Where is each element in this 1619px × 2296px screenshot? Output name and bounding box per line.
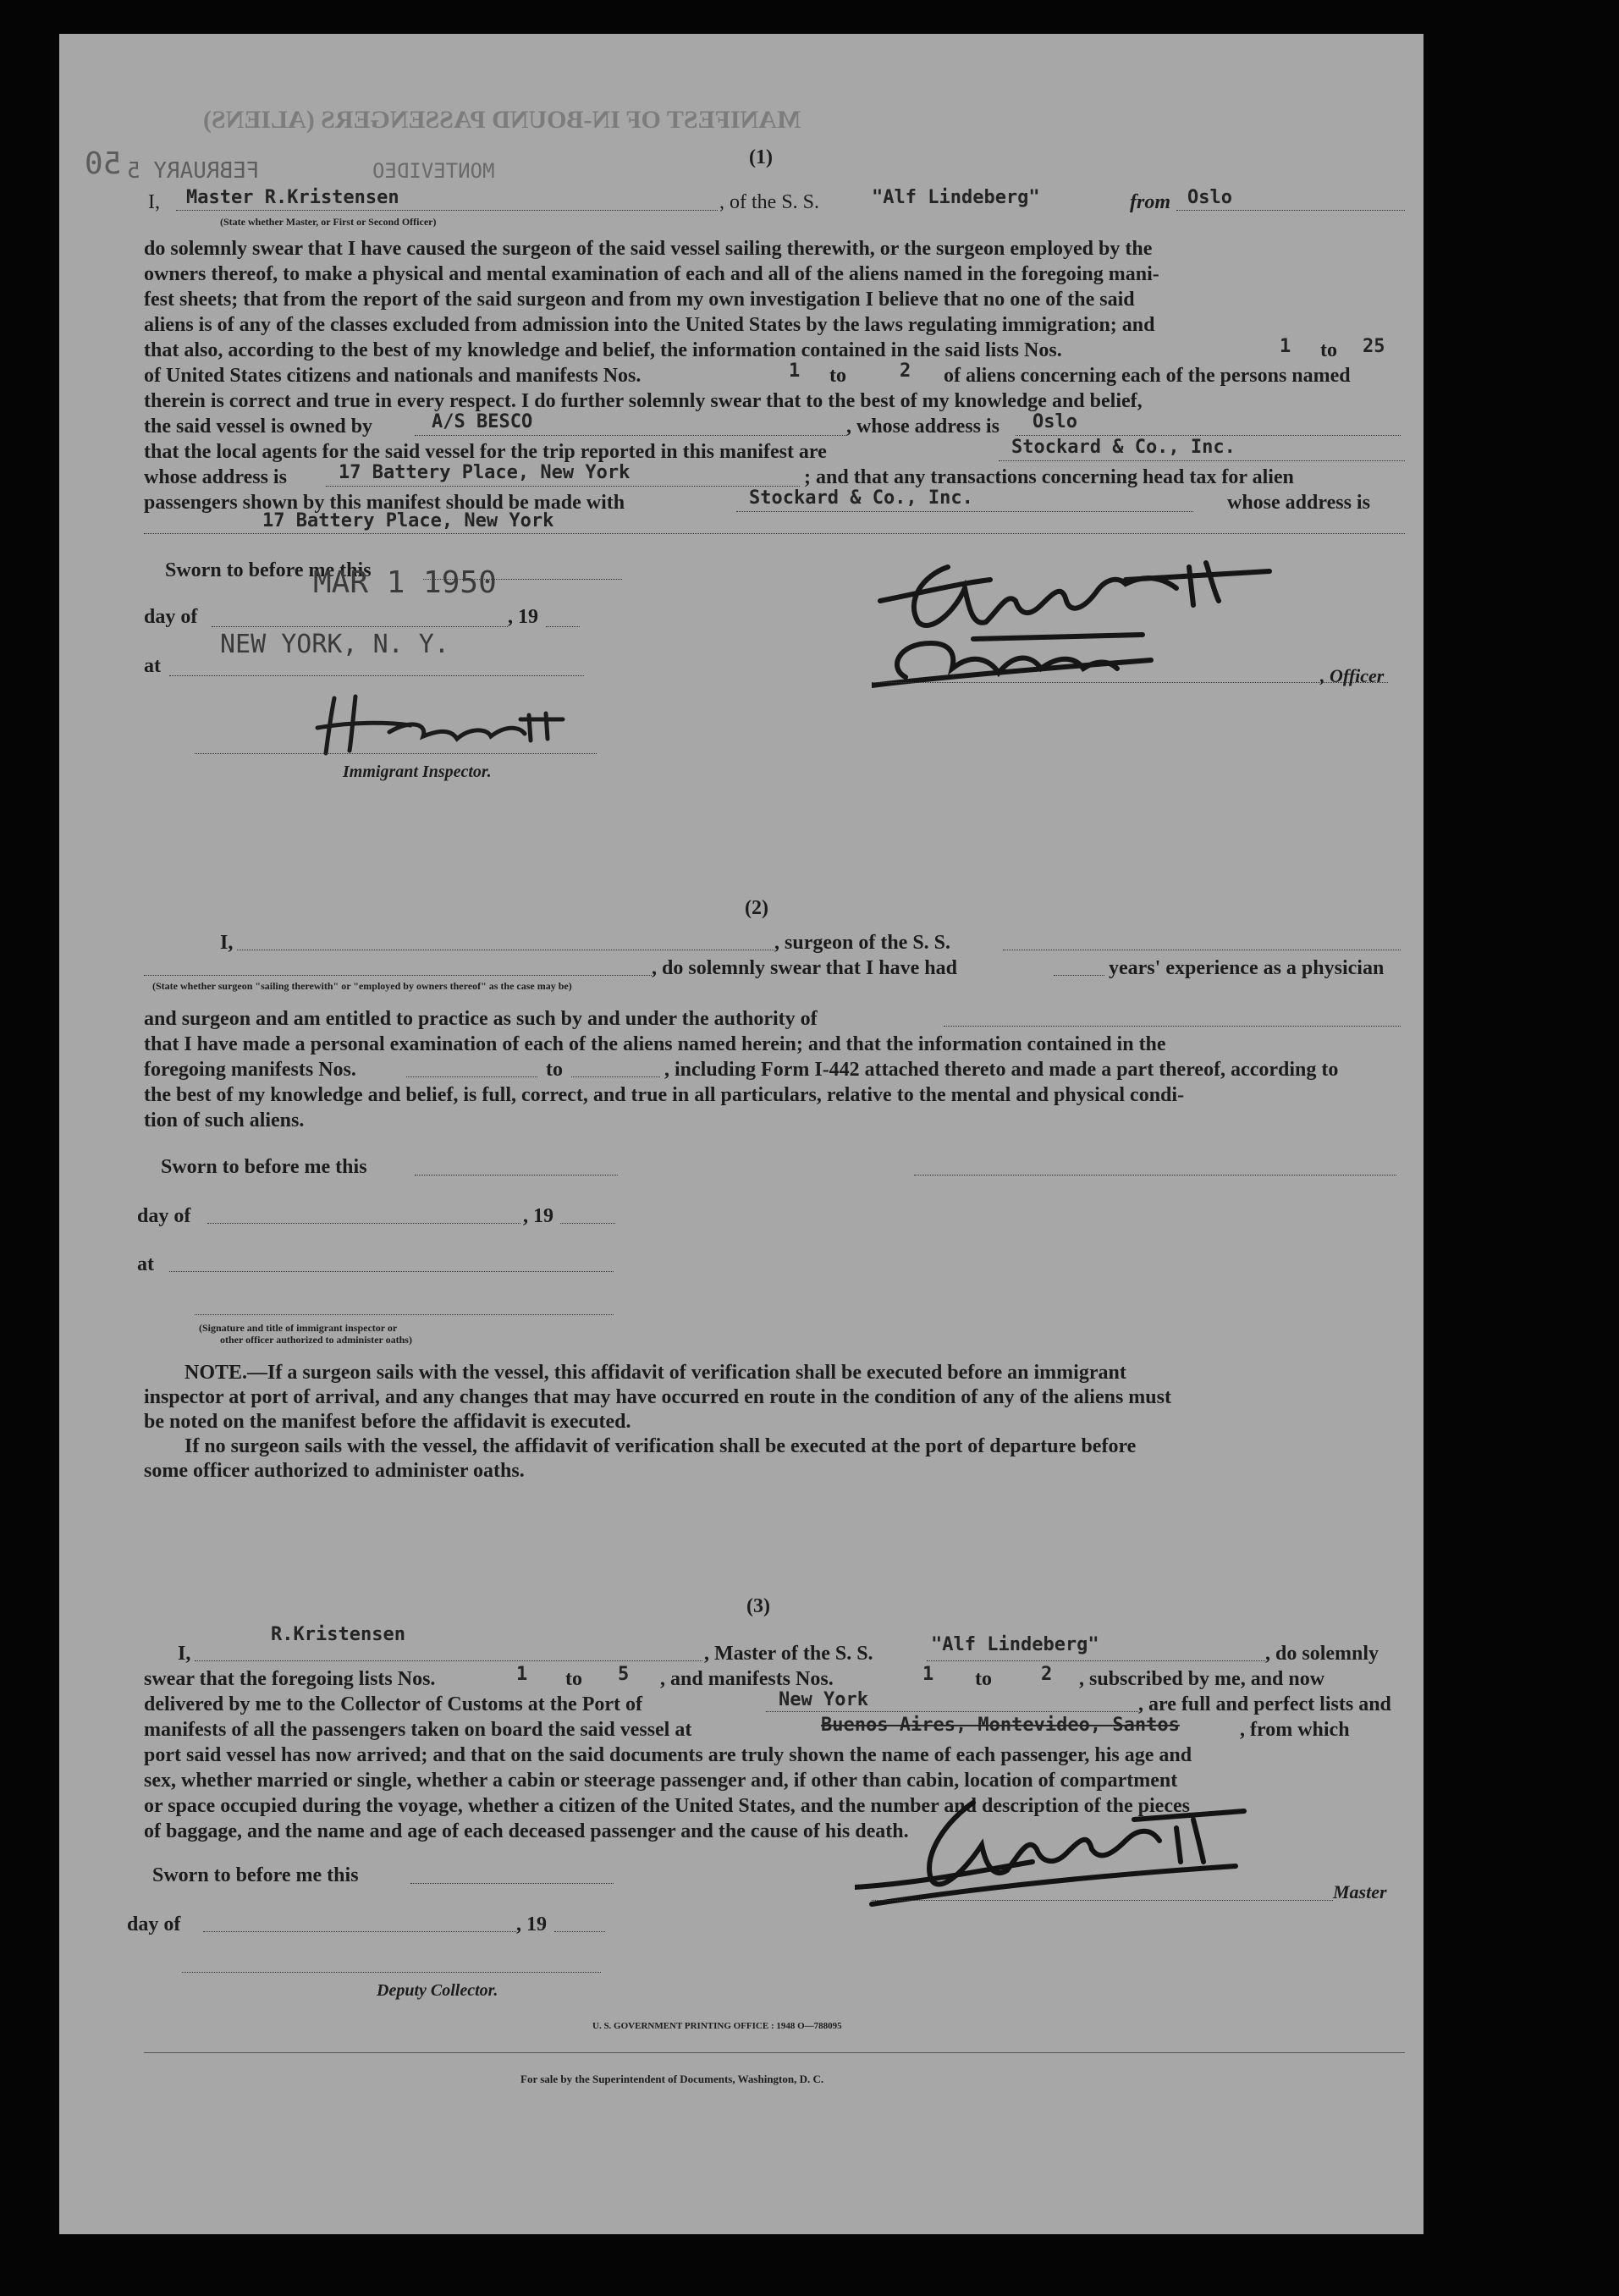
binder-hole bbox=[1461, 336, 1500, 383]
s1-line-6c: of aliens concerning each of the persons named bbox=[944, 365, 1351, 387]
s1-manifests-to: 2 bbox=[900, 361, 911, 382]
s1-line-8b: , whose address is bbox=[846, 416, 999, 438]
s3-to-1: to bbox=[565, 1668, 582, 1690]
s1-agents-address-rule bbox=[326, 486, 800, 487]
s1-at-rule bbox=[169, 675, 584, 676]
binder-hole bbox=[1461, 1756, 1500, 1803]
binder-hole bbox=[1461, 2112, 1500, 2159]
s1-of-ss: , of the S. S. bbox=[719, 191, 820, 213]
s2-officer-rule bbox=[195, 1314, 614, 1315]
s3-lists-from: 1 bbox=[516, 1664, 528, 1685]
s3-year-rule bbox=[554, 1931, 605, 1932]
s1-day-rule bbox=[212, 626, 508, 627]
section-2-number: (2) bbox=[745, 897, 768, 919]
s3-line-3b: , are full and perfect lists and bbox=[1138, 1693, 1391, 1715]
s3-line-6: sex, whether married or single, whether a cabin or steerage passenger and, if other than cabin, location of compartment bbox=[144, 1770, 1178, 1792]
s3-master-name: R.Kristensen bbox=[271, 1624, 405, 1645]
s3-master-sig-rule bbox=[872, 1900, 1333, 1901]
s2-sig-note-1: (Signature and title of immigrant inspector or bbox=[199, 1322, 398, 1334]
s1-line-11: passengers shown by this manifest should be made with bbox=[144, 492, 625, 514]
s2-note-p2: inspector at port of arrival, and any changes that may have occurred en route in the condition of any of the aliens must bbox=[144, 1386, 1171, 1408]
s2-note-p1: NOTE.—If a surgeon sails with the vessel, this affidavit of verification shall be executed before an immigrant bbox=[184, 1362, 1126, 1384]
s1-vessel: "Alf Lindeberg" bbox=[872, 187, 1040, 208]
s1-line-8a: the said vessel is owned by bbox=[144, 416, 373, 438]
binder-hole bbox=[1461, 753, 1500, 801]
s2-line-5b: to bbox=[546, 1059, 563, 1081]
binder-hole bbox=[1461, 1134, 1500, 1181]
s1-inspector-label: Immigrant Inspector. bbox=[343, 763, 492, 781]
binder-hole bbox=[1461, 614, 1500, 661]
s3-line-8: of baggage, and the name and age of each deceased passenger and the cause of his death. bbox=[144, 1820, 909, 1842]
s1-line-6a: of United States citizens and nationals and manifests Nos. bbox=[144, 365, 642, 387]
s1-day-of: day of bbox=[144, 606, 198, 628]
s2-sworn: Sworn to before me this bbox=[161, 1156, 367, 1178]
s1-year-rule bbox=[546, 626, 580, 627]
s2-line-6: the best of my knowledge and belief, is full, correct, and true in all particulars, relative to the mental and physical condi- bbox=[144, 1084, 1185, 1106]
s2-sworn-rule bbox=[415, 1175, 618, 1176]
s2-capacity-rule bbox=[144, 975, 652, 976]
s3-line-4: manifests of all the passengers taken on board the said vessel at bbox=[144, 1719, 692, 1741]
s1-officer-rule bbox=[872, 682, 1388, 683]
faded-ref-number: 50 bbox=[85, 146, 122, 181]
s1-stamp-place: NEW YORK, N. Y. bbox=[220, 630, 449, 659]
s1-line-4: aliens is of any of the classes excluded from admission into the United States by the laws regulating immigration; and bbox=[144, 314, 1155, 336]
s1-from-port: Oslo bbox=[1187, 187, 1232, 208]
s3-ports-boarded: Buenos Aires, Montevideo, Santos bbox=[821, 1715, 1180, 1736]
s3-do-solemnly: , do solemnly bbox=[1265, 1643, 1379, 1665]
section-1-number: (1) bbox=[749, 146, 773, 168]
s1-inspector-rule bbox=[195, 753, 597, 754]
s3-deputy-label: Deputy Collector. bbox=[377, 1981, 498, 2000]
s1-note-master: (State whether Master, or First or Second Officer) bbox=[220, 216, 437, 228]
binder-hole bbox=[1461, 86, 1500, 134]
s3-lists-to: 5 bbox=[618, 1664, 630, 1685]
s1-owner-rule bbox=[415, 435, 846, 436]
s1-headtax-address-rule bbox=[144, 533, 1405, 534]
s3-year: , 19 bbox=[516, 1913, 547, 1935]
s1-lists-to: 25 bbox=[1363, 336, 1385, 357]
s2-intro: I, bbox=[220, 932, 234, 954]
s2-nos-from-rule bbox=[406, 1076, 537, 1077]
s3-to-2: to bbox=[975, 1668, 992, 1690]
s2-at-rule bbox=[169, 1271, 614, 1272]
s2-day-of: day of bbox=[137, 1205, 191, 1227]
s2-line-4: that I have made a personal examination of each of the aliens named herein; and that the information contained in the bbox=[144, 1033, 1166, 1055]
s1-line-3: fest sheets; that from the report of the said surgeon and from my own investigation I believe that no one of the said bbox=[144, 289, 1135, 311]
s2-line-2: , do solemnly swear that I have had bbox=[652, 957, 957, 979]
s3-deputy-rule bbox=[182, 1972, 601, 1973]
s3-line-5: port said vessel has now arrived; and that on the said documents are truly shown the name of each passenger, his age and bbox=[144, 1744, 1192, 1766]
s1-line-1: do solemnly swear that I have caused the surgeon of the said vessel sailing therewith, or the surgeon employed by the bbox=[144, 238, 1153, 260]
s1-intro: I, bbox=[148, 191, 160, 213]
s3-vessel-rule bbox=[927, 1660, 1265, 1661]
s2-nos-to-rule bbox=[571, 1076, 660, 1077]
s3-day-of: day of bbox=[127, 1913, 181, 1935]
s1-line-10b: ; and that any transactions concerning head tax for alien bbox=[804, 466, 1294, 488]
s1-headtax-agent: Stockard & Co., Inc. bbox=[749, 487, 973, 509]
s3-intro: I, bbox=[178, 1643, 191, 1665]
s1-whose-address: whose address is bbox=[1227, 492, 1370, 514]
s2-line-7: tion of such aliens. bbox=[144, 1109, 305, 1131]
s1-headtax-address: 17 Battery Place, New York bbox=[262, 510, 554, 531]
s3-master-label: Master bbox=[1333, 1881, 1387, 1902]
s2-year: , 19 bbox=[523, 1205, 553, 1227]
s1-owner-address: Oslo bbox=[1033, 411, 1077, 432]
s1-line-6b: to bbox=[829, 365, 846, 387]
s2-line-5c: , including Form I-442 attached thereto and made a part thereof, according to bbox=[664, 1059, 1339, 1081]
s3-line-2b: , and manifests Nos. bbox=[660, 1668, 834, 1690]
s1-agents-address: 17 Battery Place, New York bbox=[339, 462, 631, 483]
s2-at: at bbox=[137, 1253, 154, 1275]
s1-year: , 19 bbox=[508, 606, 538, 628]
s2-signature-rule bbox=[914, 1175, 1396, 1176]
s1-lists-from: 1 bbox=[1280, 336, 1291, 357]
master-signature-3 bbox=[855, 1769, 1379, 1921]
s2-authority-rule bbox=[944, 1026, 1401, 1027]
s2-line-2b: years' experience as a physician bbox=[1109, 957, 1385, 979]
master-signature-1 bbox=[872, 542, 1396, 702]
s3-line-2c: , subscribed by me, and now bbox=[1079, 1668, 1325, 1690]
s1-stamp-date: MAR 1 1950 bbox=[313, 565, 497, 600]
s3-line-3a: delivered by me to the Collector of Customs at the Port of bbox=[144, 1693, 642, 1715]
s3-line-2a: swear that the foregoing lists Nos. bbox=[144, 1668, 436, 1690]
s1-master-name: Master R.Kristensen bbox=[186, 187, 399, 208]
s2-note: (State whether surgeon "sailing therewith" or "employed by owners thereof" as the case may be) bbox=[152, 980, 572, 992]
binder-hole bbox=[1461, 1506, 1500, 1554]
s1-agents-rule bbox=[999, 460, 1405, 461]
s2-note-p4: If no surgeon sails with the vessel, the affidavit of verification shall be executed at the port of departure before bbox=[184, 1435, 1137, 1457]
s1-headtax-rule bbox=[736, 511, 1193, 512]
faded-manifest-heading: MANIFEST OF IN-BOUND PASSENGERS (ALIENS) bbox=[203, 106, 801, 134]
binder-hole bbox=[1461, 1396, 1500, 1444]
s3-manifests-to: 2 bbox=[1041, 1664, 1053, 1685]
s2-line-3: and surgeon and am entitled to practice as such by and under the authority of bbox=[144, 1008, 818, 1030]
s1-line-2: owners thereof, to make a physical and mental examination of each and all of the aliens named in the foregoing mani- bbox=[144, 263, 1159, 285]
s1-manifests-from: 1 bbox=[789, 361, 801, 382]
s1-at: at bbox=[144, 655, 161, 677]
s1-from-rule bbox=[1176, 210, 1405, 211]
footer-for-sale: For sale by the Superintendent of Documents, Washington, D. C. bbox=[520, 2073, 824, 2085]
document-page bbox=[59, 34, 1424, 2234]
s2-line-5a: foregoing manifests Nos. bbox=[144, 1059, 356, 1081]
footer-gpo: U. S. GOVERNMENT PRINTING OFFICE : 1948 O—788095 bbox=[592, 2021, 842, 2031]
s1-from-label: from bbox=[1130, 191, 1170, 213]
section-3-number: (3) bbox=[746, 1595, 770, 1617]
s2-sig-note-2: other officer authorized to administer oaths) bbox=[220, 1334, 412, 1346]
s1-line-5: that also, according to the best of my knowledge and belief, the information contained in the said lists Nos. bbox=[144, 339, 1062, 361]
s3-master-rule bbox=[195, 1660, 702, 1661]
binder-hole bbox=[1461, 222, 1500, 269]
s3-sworn-rule bbox=[410, 1883, 614, 1884]
footer-divider bbox=[144, 2052, 1405, 2053]
s3-line-4b: , from which bbox=[1240, 1719, 1350, 1741]
s1-agents: Stockard & Co., Inc. bbox=[1011, 437, 1236, 458]
s1-master-rule bbox=[176, 210, 718, 211]
s2-years-rule bbox=[1054, 975, 1104, 976]
s1-line-7: therein is correct and true in every respect. I do further solemnly swear that to the best of my knowledge and belief, bbox=[144, 390, 1143, 412]
s2-day-rule bbox=[207, 1223, 520, 1224]
s1-sworn: Sworn to before me this bbox=[165, 559, 372, 581]
s3-vessel: "Alf Lindeberg" bbox=[931, 1634, 1099, 1655]
s2-surgeon-of: , surgeon of the S. S. bbox=[774, 932, 951, 954]
s1-owner: A/S BESCO bbox=[432, 411, 533, 432]
s2-note-p5: some officer authorized to administer oaths. bbox=[144, 1460, 525, 1482]
s2-year-rule bbox=[560, 1223, 615, 1224]
s2-note-p3: be noted on the manifest before the affidavit is executed. bbox=[144, 1411, 631, 1433]
s1-line-9: that the local agents for the said vessel for the trip reported in this manifest are bbox=[144, 441, 827, 463]
faded-port: MONTEVIDEO bbox=[372, 159, 495, 183]
s1-officer-label: , Officer bbox=[1320, 665, 1385, 686]
s3-master-of: , Master of the S. S. bbox=[704, 1643, 873, 1665]
s3-day-rule bbox=[203, 1931, 516, 1932]
s3-sworn: Sworn to before me this bbox=[152, 1864, 359, 1886]
s1-line-10a: whose address is bbox=[144, 466, 287, 488]
s3-port-rule bbox=[766, 1711, 1138, 1712]
s3-line-7: or space occupied during the voyage, whether a citizen of the United States, and the number and description of the pieces bbox=[144, 1795, 1190, 1817]
faded-date: FEBRUARY 5 bbox=[127, 158, 260, 184]
s3-port: New York bbox=[779, 1689, 868, 1710]
s3-manifests-from: 1 bbox=[922, 1664, 934, 1685]
s1-lists-to-word: to bbox=[1320, 339, 1337, 361]
